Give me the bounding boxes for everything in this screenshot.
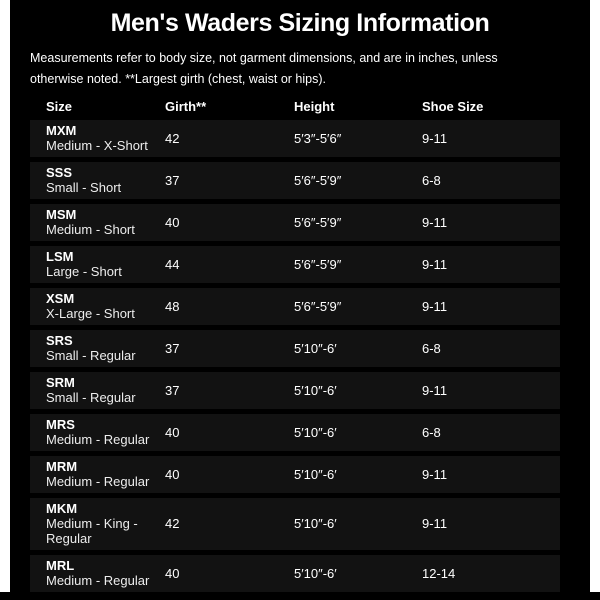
size-cell	[46, 417, 165, 447]
size-description: Medium - Regular	[46, 573, 150, 588]
size-code: SRM	[46, 375, 75, 390]
table-row	[30, 120, 560, 157]
size-description: Small - Short	[46, 180, 122, 195]
shoe-size-value: 6-8	[422, 424, 441, 440]
shoe-size-value: 9-11	[422, 466, 448, 482]
table-body	[30, 120, 560, 592]
size-cell	[46, 249, 165, 279]
table-row	[30, 330, 560, 367]
page-title: Men's Waders Sizing Information	[110, 9, 490, 37]
table-row	[30, 498, 560, 550]
size-code: SRS	[46, 333, 73, 348]
size-description: Medium - Regular	[46, 432, 150, 447]
size-description: Medium - X-Short	[46, 138, 148, 153]
girth-value: 44	[165, 256, 180, 272]
size-cell	[46, 558, 165, 588]
table-row	[30, 288, 560, 325]
height-value: 5′10″-6′	[294, 382, 337, 398]
girth-value: 40	[165, 424, 180, 440]
sizing-table	[30, 90, 560, 592]
height-value: 5′10″-6′	[294, 565, 337, 581]
size-code: MRS	[46, 417, 75, 432]
girth-value: 40	[165, 565, 180, 581]
shoe-size-value: 9-11	[422, 516, 448, 531]
size-code: SSS	[46, 165, 73, 180]
table-row	[30, 204, 560, 241]
size-code: MRL	[46, 558, 75, 573]
size-code: LSM	[46, 249, 74, 264]
size-cell	[46, 123, 165, 153]
girth-value: 37	[165, 340, 180, 356]
girth-value: 40	[165, 214, 180, 230]
table-row	[30, 372, 560, 409]
table-row	[30, 246, 560, 283]
size-code: MXM	[46, 123, 77, 138]
shoe-size-value: 9-11	[422, 214, 448, 230]
table-row	[30, 555, 560, 592]
size-code: XSM	[46, 291, 75, 306]
table-row	[30, 456, 560, 493]
size-cell	[46, 165, 165, 195]
size-description: Medium - King - Regular	[46, 516, 138, 546]
size-description: Large - Short	[46, 264, 122, 279]
shoe-size-value: 9-11	[422, 256, 448, 272]
size-cell	[46, 291, 165, 321]
size-code: MSM	[46, 207, 77, 222]
size-code: MKM	[46, 501, 78, 516]
size-cell	[46, 207, 165, 237]
height-value: 5′6″-5′9″	[294, 298, 342, 314]
size-description: Small - Regular	[46, 390, 136, 405]
height-value: 5′6″-5′9″	[294, 214, 342, 230]
column-header-height: Height	[294, 99, 335, 114]
girth-value: 40	[165, 466, 180, 482]
size-cell	[46, 375, 165, 405]
shoe-size-value: 6-8	[422, 340, 441, 356]
size-code: MRM	[46, 459, 78, 474]
height-value: 5′10″-6′	[294, 424, 337, 440]
measurement-note: Measurements refer to body size, not garment dimensions, and are in inches, unless otherwise noted. **Largest girth (chest, waist or hips).	[30, 51, 498, 86]
table-header-row	[30, 90, 560, 120]
column-header-girth: Girth**	[165, 99, 207, 114]
size-cell	[46, 459, 165, 489]
sizing-card	[10, 0, 590, 592]
size-description: X-Large - Short	[46, 306, 135, 321]
column-header-size: Size	[46, 99, 73, 114]
size-description: Small - Regular	[46, 348, 136, 363]
height-value: 5′10″-6′	[294, 340, 337, 356]
shoe-size-value: 6-8	[422, 172, 441, 188]
girth-value: 42	[165, 516, 180, 531]
girth-value: 42	[165, 130, 180, 146]
girth-value: 48	[165, 298, 180, 314]
size-cell	[46, 501, 165, 546]
size-description: Medium - Short	[46, 222, 135, 237]
height-value: 5′10″-6′	[294, 466, 337, 482]
size-description: Medium - Regular	[46, 474, 150, 489]
shoe-size-value: 9-11	[422, 298, 448, 314]
table-row	[30, 414, 560, 451]
shoe-size-value: 12-14	[422, 565, 456, 581]
shoe-size-value: 9-11	[422, 130, 448, 146]
bottom-section-edge	[0, 592, 600, 600]
height-value: 5′3″-5′6″	[294, 130, 342, 146]
height-value: 5′10″-6′	[294, 516, 337, 531]
shoe-size-value: 9-11	[422, 382, 448, 398]
column-header-shoe-size: Shoe Size	[422, 99, 484, 114]
height-value: 5′6″-5′9″	[294, 256, 342, 272]
height-value: 5′6″-5′9″	[294, 172, 342, 188]
girth-value: 37	[165, 382, 180, 398]
size-cell	[46, 333, 165, 363]
girth-value: 37	[165, 172, 180, 188]
table-row	[30, 162, 560, 199]
